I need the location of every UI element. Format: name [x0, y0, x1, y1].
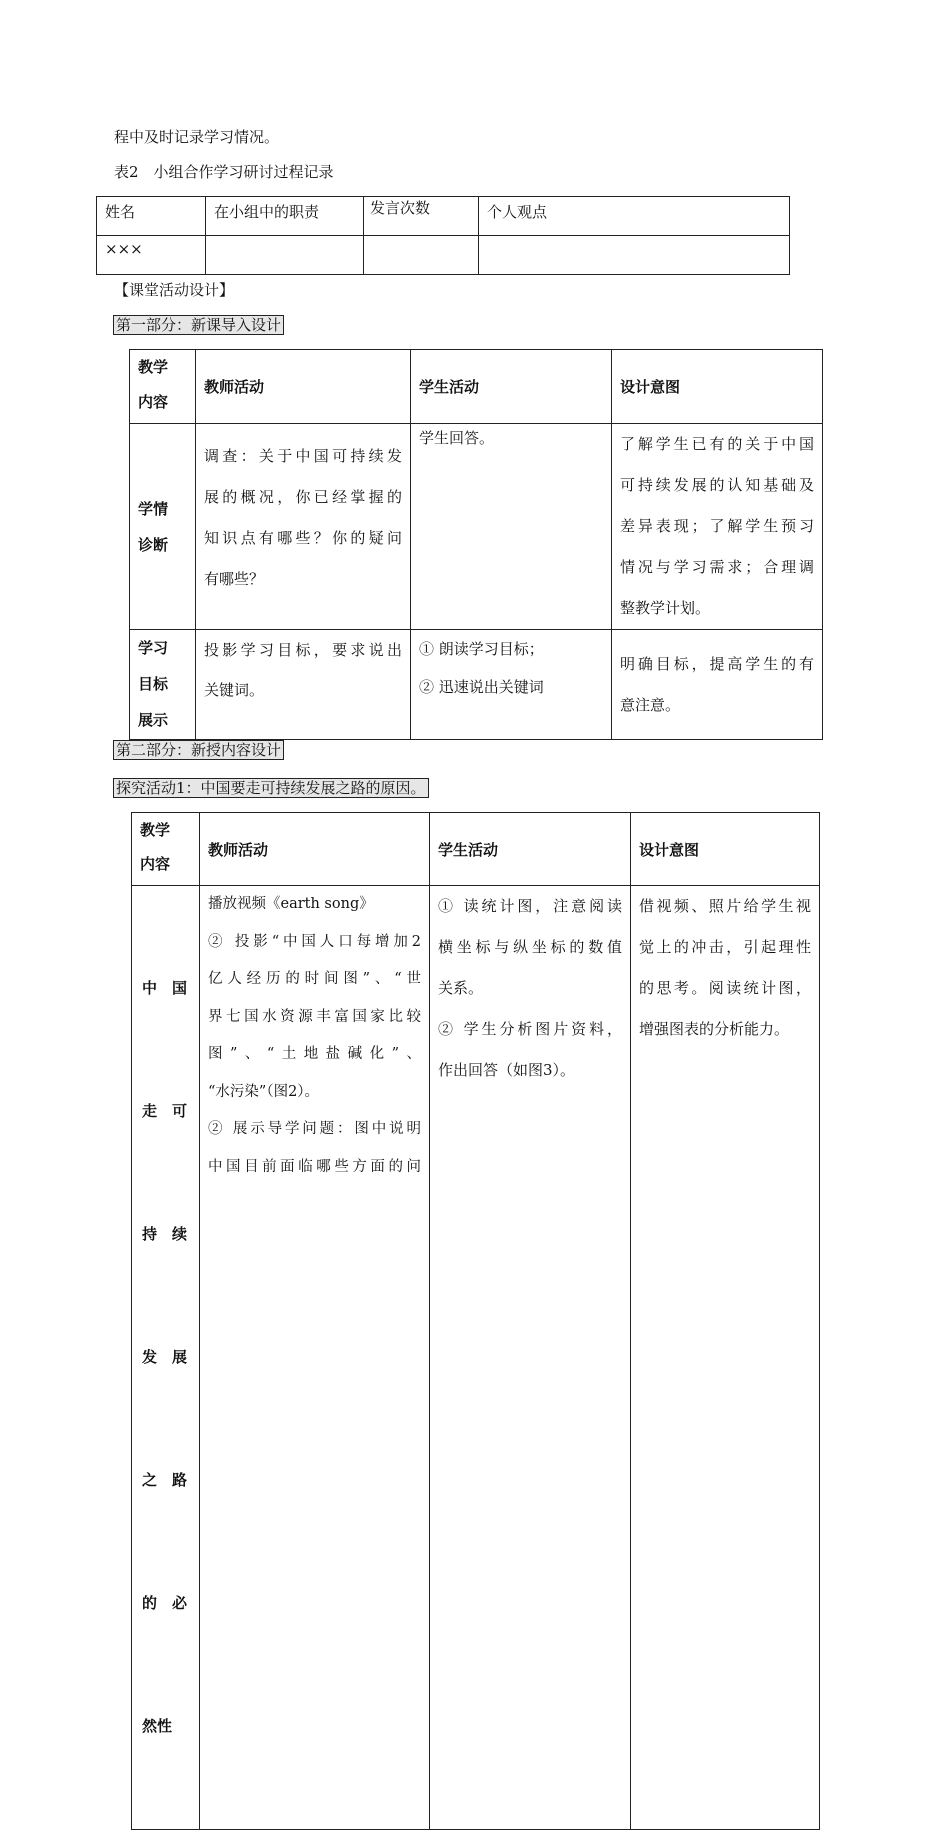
- part1-row2-student: ① 朗读学习目标； ② 迅速说出关键词: [411, 630, 612, 740]
- part1-row2-teacher: 投影学习目标，要求说出 关键词。: [196, 630, 411, 740]
- part1-row1-intent: 了解学生已有的关于中国 可持续发展的认知基础及 差异表现；了解学生预习 情况与学习需求；合理调 整教学计划。: [612, 424, 823, 630]
- intro-text: 程中及时记录学习情况。: [114, 128, 280, 146]
- part1-table: [129, 349, 823, 740]
- table2-cell-role: [206, 236, 364, 275]
- section-heading: 【课堂活动设计】: [114, 281, 235, 299]
- table2-caption: 表2 小组合作学习研讨过程记录: [114, 163, 334, 181]
- part2-row-student: ① 读统计图，注意阅读 横坐标与纵坐标的数值 关系。 ② 学生分析图片资料， 作出回答（如图3）。: [430, 886, 631, 1830]
- table2-header-role: 在小组中的职责: [206, 197, 364, 236]
- table2-cell-speeches: [364, 236, 479, 275]
- table2-header-name: 姓名: [97, 197, 206, 236]
- part1-header-intent: 设计意图: [612, 350, 823, 424]
- part1-row2-content: 学习 目标 展示: [130, 630, 196, 740]
- part1-header-teacher: 教师活动: [196, 350, 411, 424]
- table2-header-speeches: 发言次数: [364, 197, 479, 236]
- part2-row-teacher: 播放视频《earth song》 ② 投影“中国人口每增加2 亿人经历的时间图”、“世 界七国水资源丰富国家比较 图”、“土地盐碱化”、 “水污染”（图2）。 ② 展示导学问题：图中说明 中国目前面临哪些方面的问: [200, 886, 430, 1830]
- part1-header-content: 教学 内容: [130, 350, 196, 424]
- table2: [96, 196, 790, 275]
- table2-cell-opinion: [479, 236, 790, 275]
- part2-header-student: 学生活动: [430, 813, 631, 886]
- part2-header-content: 教学 内容: [132, 813, 200, 886]
- part2-header-intent: 设计意图: [631, 813, 820, 886]
- part1-row1-content: 学情 诊断: [130, 424, 196, 630]
- table2-cell-name: ×××: [97, 236, 206, 275]
- activity1-heading: 探究活动1：中国要走可持续发展之路的原因。: [113, 778, 429, 798]
- part2-row-intent: 借视频、照片给学生视 觉上的冲击，引起理性 的思考。阅读统计图， 增强图表的分析能力。: [631, 886, 820, 1830]
- part2-header-teacher: 教师活动: [200, 813, 430, 886]
- part1-header-student: 学生活动: [411, 350, 612, 424]
- part2-row-content: 中 国 走 可 持 续 发 展 之 路 的 必 然性: [132, 886, 200, 1830]
- part1-row2-intent: 明确目标，提高学生的有 意注意。: [612, 630, 823, 740]
- part1-row1-teacher: 调查：关于中国可持续发 展的概况，你已经掌握的 知识点有哪些？你的疑问 有哪些？: [196, 424, 411, 630]
- part2-table: [131, 812, 820, 1830]
- part1-row1-student: 学生回答。: [411, 424, 612, 630]
- part2-heading: 第二部分：新授内容设计: [113, 740, 284, 760]
- table2-header-opinion: 个人观点: [479, 197, 790, 236]
- part1-heading: 第一部分：新课导入设计: [113, 315, 284, 335]
